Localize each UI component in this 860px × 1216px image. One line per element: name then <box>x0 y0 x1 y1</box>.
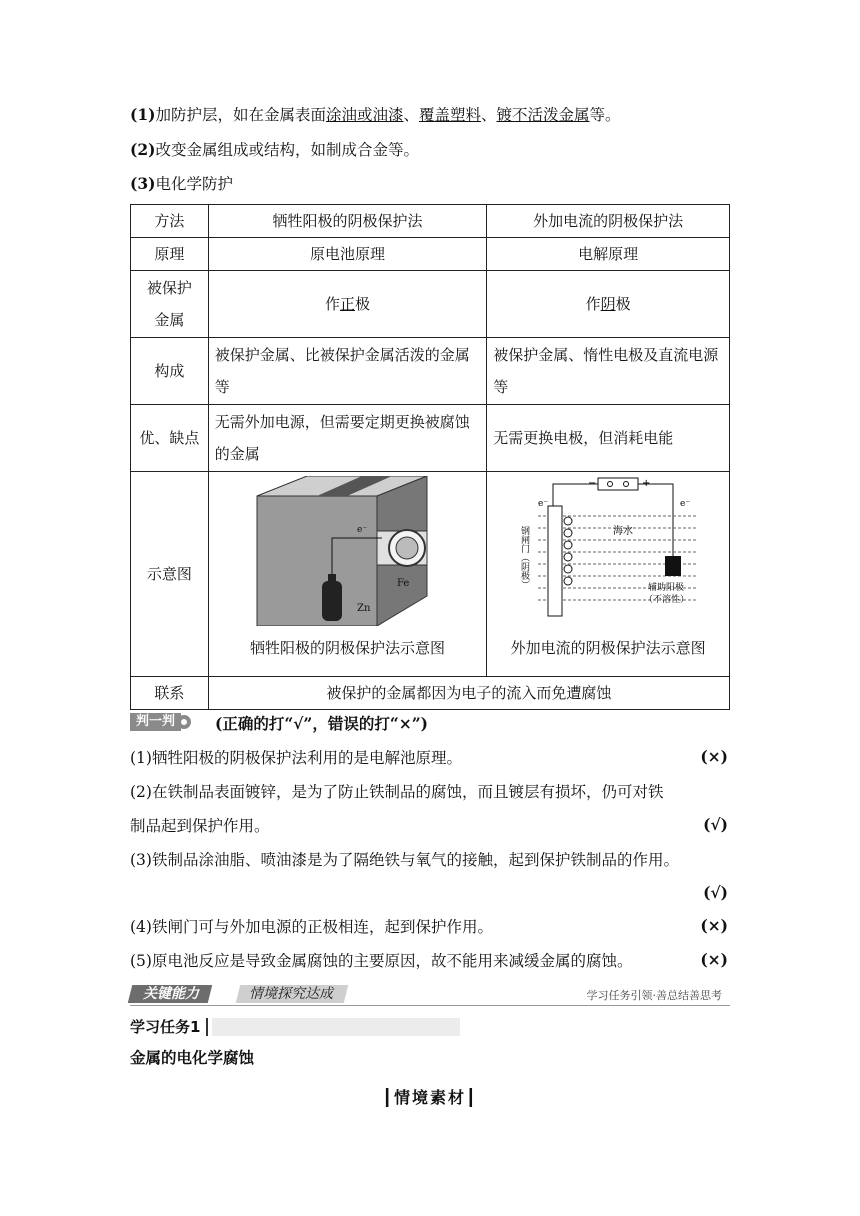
judge-item-text: (2)在铁制品表面镀锌，是为了防止铁制品的腐蚀，而且镀层有损坏，仍可对铁 <box>130 783 664 801</box>
judge-item-3 <box>130 849 679 871</box>
label-line-1: 被保护 <box>146 279 192 297</box>
item-text: 改变金属组成或结构，如制成合金等。 <box>155 141 419 159</box>
separator: 、 <box>403 106 419 124</box>
underlined-term: 涂油或油漆 <box>325 106 404 124</box>
section-banner <box>130 985 730 1006</box>
judge-item-mark: (×) <box>700 747 728 766</box>
cell-relation-text: 被保护的金属都因为电子的流入而免遭腐蚀 <box>208 677 729 710</box>
cell-sacrificial: 牺牲阳极的阴极保护法 <box>208 205 486 238</box>
cell-protected-b <box>487 271 730 338</box>
table-row-pros-cons <box>131 405 730 472</box>
banner-sub: 情境探究达成 <box>236 985 348 1003</box>
cell-pros-label: 优、缺点 <box>131 405 209 472</box>
cell-pros-a: 无需外加电源，但需要定期更换被腐蚀的金属 <box>208 405 486 472</box>
cell-impressed: 外加电流的阴极保护法 <box>487 205 730 238</box>
task-divider <box>206 1018 208 1036</box>
cell-protected-a <box>208 271 486 338</box>
plus-sign: + <box>642 478 651 489</box>
judge-item-text: (5)原电池反应是导致金属腐蚀的主要原因，故不能用来减缓金属的腐蚀。 <box>130 952 633 970</box>
cell-protected-label <box>131 271 209 338</box>
e-left-label: e⁻ <box>538 499 549 509</box>
banner-main: 关键能力 <box>128 985 212 1003</box>
cell-method-label: 方法 <box>131 205 209 238</box>
judge-item-5 <box>130 950 632 972</box>
aux-anode-label: 辅助阳极 <box>648 583 685 593</box>
cell-composition-b: 被保护金属、惰性电极及直流电源等 <box>487 338 730 405</box>
judge-item-mark: (×) <box>700 916 728 935</box>
separator: 、 <box>481 106 497 124</box>
judge-item-2 <box>130 781 663 803</box>
table-row-principle <box>131 238 730 271</box>
task-header <box>130 1016 460 1037</box>
banner-right: 学习任务引领·善总结善思考 <box>586 989 722 1002</box>
underlined-term: 阴 <box>600 295 616 313</box>
item-number: (1) <box>130 105 156 124</box>
judge-item-mark: (×) <box>700 950 728 969</box>
item-text: 电化学防护 <box>155 175 233 193</box>
cell-diagram-label: 示意图 <box>131 472 209 677</box>
item-number: (2) <box>130 140 156 159</box>
label-line-2: 金属 <box>154 311 185 329</box>
judge-item-mark: (√) <box>703 883 728 902</box>
underlined-term: 覆盖塑料 <box>419 106 482 124</box>
judge-item-4 <box>130 916 493 938</box>
table-row-protected-metal <box>131 271 730 338</box>
table-row-header <box>131 205 730 238</box>
scene-title: ┃情境素材┃ <box>382 1088 478 1107</box>
judge-item-text: (4)铁闸门可与外加电源的正极相连，起到保护作用。 <box>130 918 493 936</box>
intro-item-2 <box>130 139 419 161</box>
text: 极 <box>354 295 370 313</box>
judge-item-1 <box>130 747 462 769</box>
judge-item-text: (1)牺牲阳极的阴极保护法利用的是电解池原理。 <box>130 749 462 767</box>
table-row-composition <box>131 338 730 405</box>
electron-label: e⁻ <box>357 525 368 535</box>
judge-instruction: (正确的打“√”，错误的打“×”) <box>215 714 429 733</box>
sacrificial-anode-diagram <box>247 476 447 626</box>
task-label: 学习任务1 <box>130 1018 201 1036</box>
item-number: (3) <box>130 174 156 193</box>
intro-item-3 <box>130 173 233 195</box>
judge-tag-label: 判一判 <box>130 713 181 731</box>
insoluble-label: （不溶性） <box>644 595 690 605</box>
protection-methods-table <box>130 204 730 710</box>
judge-item-text: 制品起到保护作用。 <box>130 817 270 835</box>
task-box <box>212 1018 460 1036</box>
water-label: 海水 <box>613 526 634 537</box>
fe-label: Fe <box>397 578 410 589</box>
e-right-label: e⁻ <box>680 499 691 509</box>
table-row-diagram <box>131 472 730 677</box>
underlined-term: 镀不活泼金属 <box>496 106 590 124</box>
cell-principle-a: 原电池原理 <box>208 238 486 271</box>
cell-principle-b: 电解原理 <box>487 238 730 271</box>
gate-label: 钢闸门（阴极） <box>519 526 530 589</box>
item-text: 加防护层，如在金属表面 <box>155 106 326 124</box>
cell-principle-label: 原理 <box>131 238 209 271</box>
cell-composition-a: 被保护金属、比被保护金属活泼的金属等 <box>208 338 486 405</box>
underlined-term: 正 <box>339 295 355 313</box>
text: 作 <box>324 295 340 313</box>
diagram-b-caption: 外加电流的阴极保护法示意图 <box>510 639 706 657</box>
intro-item-1 <box>130 104 621 126</box>
cell-composition-label: 构成 <box>131 338 209 405</box>
diagram-a-caption: 牺牲阳极的阴极保护法示意图 <box>249 639 445 657</box>
impressed-current-diagram <box>508 476 708 626</box>
task-title: 金属的电化学腐蚀 <box>130 1049 255 1067</box>
item-text-end: 等。 <box>589 106 621 124</box>
cell-relation-label: 联系 <box>131 677 209 710</box>
text: 作 <box>585 295 601 313</box>
judge-item-2-cont <box>130 815 270 837</box>
text: 极 <box>615 295 631 313</box>
cell-diagram-a <box>208 472 486 677</box>
judge-dot-icon <box>177 715 191 729</box>
table-row-relation <box>131 677 730 710</box>
minus-sign: − <box>588 478 597 489</box>
judge-item-mark: (√) <box>703 815 728 834</box>
cell-pros-b: 无需更换电极，但消耗电能 <box>487 405 730 472</box>
judge-tag <box>130 712 200 732</box>
cell-diagram-b <box>487 472 730 677</box>
zn-label: Zn <box>357 603 371 614</box>
judge-item-text: (3)铁制品涂油脂、喷油漆是为了隔绝铁与氧气的接触，起到保护铁制品的作用。 <box>130 851 679 869</box>
